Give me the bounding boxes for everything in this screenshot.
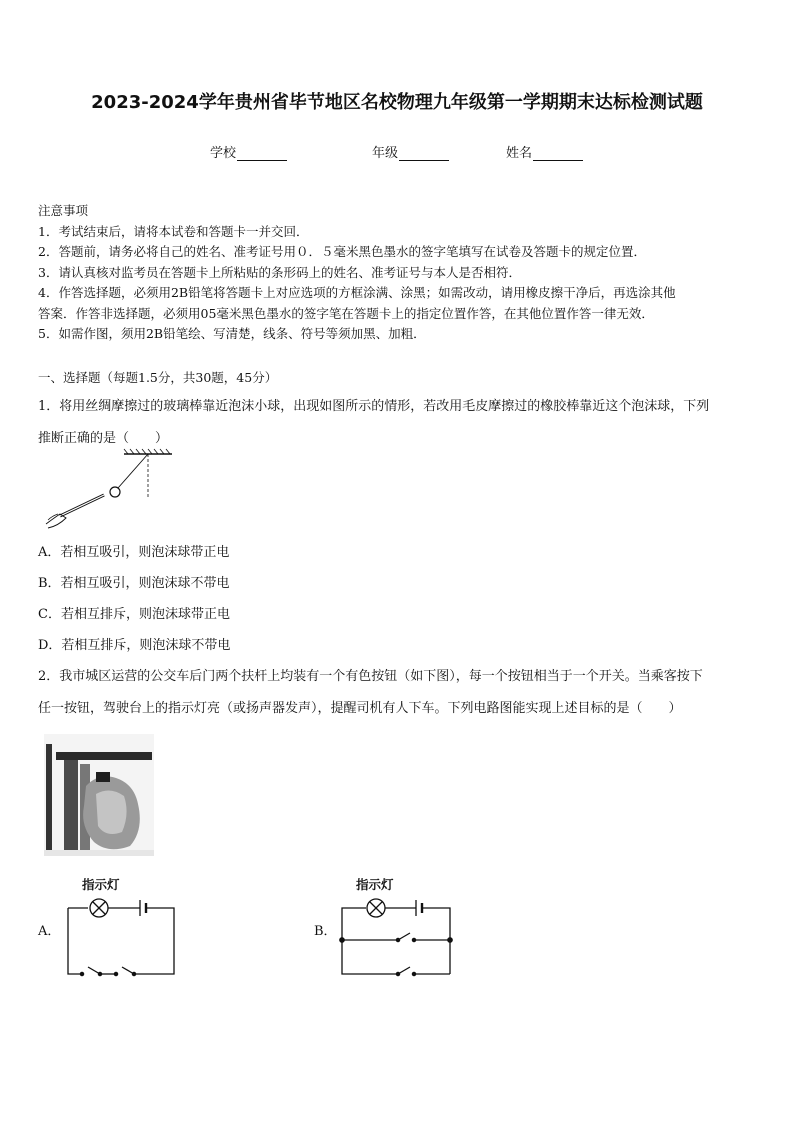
note-item: 答案．作答非选择题，必须用05毫米黑色墨水的签字笔在答题卡上的指定位置作答，在其他位置作答一律无效． xyxy=(38,305,654,321)
grade-blank[interactable] xyxy=(399,148,449,161)
section-heading: 一、选择题（每题1.5分，共30题，45分） xyxy=(38,370,278,385)
circuit-b-lamp-label: 指示灯 xyxy=(356,877,394,892)
q2-text-line2: 任一按钮，驾驶台上的指示灯亮（或扬声器发声），提醒司机有人下车。下列电路图能实现上述目标的是（ ） xyxy=(38,701,682,716)
name-blank[interactable] xyxy=(533,148,583,161)
note-item: 2．答题前，请务必将自己的姓名、准考证号用０．５毫米黑色墨水的签字笔填写在试卷及答题卡的规定位置． xyxy=(38,244,646,259)
note-item: 3．请认真核对监考员在答题卡上所粘贴的条形码上的姓名、准考证号与本人是否相符． xyxy=(38,264,521,280)
note-item: 5．如需作图，须用2B铅笔绘、写清楚，线条、符号等须加黑、加粗． xyxy=(38,326,426,341)
circuit-a-diagram xyxy=(60,894,180,978)
grade-label: 年级 xyxy=(372,146,399,161)
bus-button-photo xyxy=(44,734,154,856)
name-label: 姓名 xyxy=(506,146,533,161)
q1-option-d[interactable]: D．若相互排斥，则泡沫球不带电 xyxy=(38,638,231,653)
notes-heading: 注意事项 xyxy=(38,203,89,218)
school-label: 学校 xyxy=(210,146,237,161)
q1-option-a[interactable]: A．若相互吸引，则泡沫球带正电 xyxy=(38,545,230,560)
school-blank[interactable] xyxy=(237,148,287,161)
q1-option-c[interactable]: C．若相互排斥，则泡沫球带正电 xyxy=(38,607,230,622)
note-item: 4．作答选择题，必须用2B铅笔将答题卡上对应选项的方框涂满、涂黑；如需改动，请用橡皮擦干净后，再选涂其他 xyxy=(38,285,676,300)
q1-option-b[interactable]: B．若相互吸引，则泡沫球不带电 xyxy=(38,576,230,591)
school-field xyxy=(210,142,287,161)
note-item: 1．考试结束后，请将本试卷和答题卡一并交回． xyxy=(38,223,309,239)
q1-figure xyxy=(38,448,178,530)
grade-field xyxy=(372,142,449,161)
circuit-a-lamp-label: 指示灯 xyxy=(82,877,120,892)
circuit-b-diagram xyxy=(334,894,458,978)
page-title: 2023-2024学年贵州省毕节地区名校物理九年级第一学期期末达标检测试题 xyxy=(91,92,703,113)
q2-text-line1: 2．我市城区运营的公交车后门两个扶杆上均装有一个有色按钮（如下图），每一个按钮相当于一个开关。当乘客按下 xyxy=(38,669,703,684)
notes-block xyxy=(38,201,676,345)
q2-option-a[interactable]: A． xyxy=(38,924,61,939)
name-field xyxy=(506,142,583,161)
q1-text-line2: 推断正确的是（ ） xyxy=(38,431,169,446)
q1-text-line1: 1．将用丝绸摩擦过的玻璃棒靠近泡沫小球，出现如图所示的情形，若改用毛皮摩擦过的橡胶棒靠近这个泡沫球，下列 xyxy=(38,399,710,414)
q2-option-b[interactable]: B． xyxy=(314,924,337,939)
